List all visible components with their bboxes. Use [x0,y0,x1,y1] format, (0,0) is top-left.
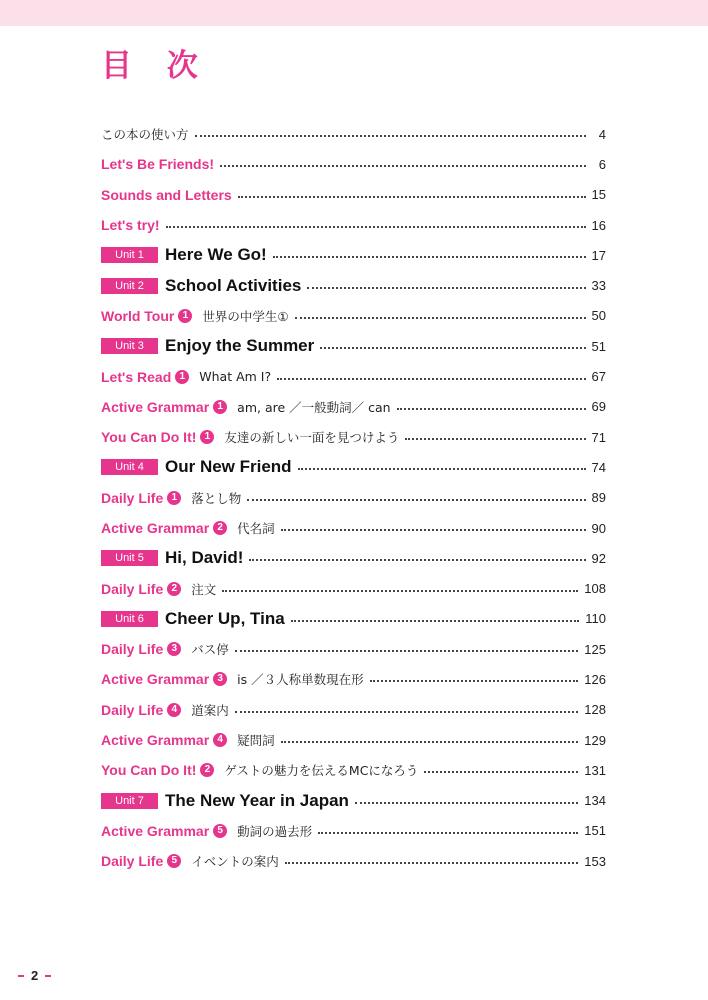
toc-page-number: 6 [598,156,606,172]
toc-page-number: 16 [591,217,606,233]
toc-page-number: 71 [591,429,606,445]
toc-entry-label [101,519,275,537]
toc-entry-label [101,217,160,233]
section-subtitle: 注文 [191,581,217,597]
toc-page-number: 17 [591,247,606,263]
toc-page-number: 89 [591,490,606,506]
toc-entry-label [101,791,349,811]
dot-leader [222,590,578,592]
toc-entry-label [101,245,267,265]
dot-leader [277,378,585,380]
dot-leader [281,741,579,743]
section-number-badge: 2 [213,521,227,535]
unit-badge: Unit 1 [101,247,158,263]
toc-page-number: 110 [585,611,606,627]
section-title: Active Grammar [101,732,210,749]
section-title: You Can Do It! [101,429,197,446]
section-title: この本の使い方 [101,127,189,143]
section-number-badge: 1 [178,309,192,323]
dot-leader [370,680,579,682]
toc-entry-label [101,761,418,779]
unit-title: Hi, David! [165,548,244,568]
toc-page-number: 128 [584,702,606,718]
section-title: Active Grammar [101,822,210,839]
toc-entry-label [101,670,364,688]
unit-title: Here We Go! [165,245,267,265]
toc-entry-label [101,701,229,719]
dot-leader [285,862,579,864]
dot-leader [235,650,579,652]
toc-page-number: 15 [591,187,606,203]
toc-entry-label [101,156,214,172]
toc-entry[interactable] [101,513,606,543]
section-subtitle: 世界の中学生① [202,308,289,324]
toc-page-number: 92 [591,550,606,566]
section-number-badge: 1 [167,491,181,505]
toc-entry[interactable] [101,392,606,422]
unit-badge: Unit 6 [101,611,158,627]
section-title: Sounds and Letters [101,186,232,203]
toc-page-number: 129 [584,732,606,748]
toc-entry[interactable] [101,149,606,179]
toc-page-number: 153 [584,853,606,869]
dot-leader [307,287,585,289]
section-title: You Can Do It! [101,762,197,779]
toc-entry[interactable] [101,119,606,149]
dot-leader [235,711,579,713]
dot-leader [281,529,586,531]
dot-leader [318,832,578,834]
section-subtitle: イベントの案内 [191,854,279,870]
toc-entry-label [101,457,292,477]
toc-entry[interactable] [101,846,606,876]
section-title: Let's Be Friends! [101,156,215,173]
toc-entry-label [101,428,399,446]
toc-entry[interactable] [101,270,606,300]
dot-leader [291,620,580,622]
section-subtitle: 友達の新しい一面を見つけよう [224,430,400,446]
toc-entry-label [101,369,271,385]
toc-entry-label [101,580,216,598]
toc-entry[interactable] [101,301,606,331]
dot-leader [220,165,586,167]
toc-page-number: 125 [584,641,606,657]
section-number-badge: 4 [167,703,181,717]
dot-leader [424,771,578,773]
section-number-badge: 1 [200,430,214,444]
toc-entry[interactable] [101,210,606,240]
footer-dash-left [18,975,24,977]
dot-leader [298,468,586,470]
section-title: Daily Life [101,641,164,658]
toc-entry[interactable] [101,604,606,634]
section-title: Daily Life [101,701,164,718]
toc-entry[interactable] [101,634,606,664]
section-title: Daily Life [101,489,164,506]
section-subtitle: What Am I? [199,369,272,385]
section-title: Active Grammar [101,398,210,415]
toc-entry-label [101,822,312,840]
toc-entry[interactable] [101,816,606,846]
section-number-badge: 2 [200,763,214,777]
toc-entry-label [101,640,229,658]
section-number-badge: 1 [175,370,189,384]
toc-entry[interactable] [101,725,606,755]
section-subtitle: 動詞の過去形 [237,823,313,839]
toc-page-number: 90 [591,520,606,536]
toc-entry[interactable] [101,664,606,694]
dot-leader [195,135,586,137]
section-subtitle: is ／３人称単数現在形 [237,672,364,688]
toc-page-number: 108 [584,581,606,597]
section-title: Daily Life [101,853,164,870]
toc-entry[interactable] [101,483,606,513]
toc-page-number: 134 [584,793,606,809]
toc-page-number: 126 [584,671,606,687]
unit-badge: Unit 3 [101,338,158,354]
toc-entry-label [101,852,279,870]
dot-leader [295,317,586,319]
header-band [0,0,708,26]
dot-leader [273,256,586,258]
section-number-badge: 3 [213,672,227,686]
section-subtitle: 落とし物 [191,490,242,506]
page-footer [18,968,51,983]
dot-leader [249,559,585,561]
toc-entry[interactable] [101,240,606,270]
dot-leader [320,347,585,349]
unit-badge: Unit 5 [101,550,158,566]
toc-page-number: 50 [591,308,606,324]
dot-leader [355,802,578,804]
toc-page-number: 69 [591,399,606,415]
toc-entry-label [101,398,391,416]
toc-entry[interactable] [101,422,606,452]
section-number-badge: 4 [213,733,227,747]
toc-entry-label [101,187,232,203]
table-of-contents [101,119,606,876]
page-number: 2 [31,968,39,983]
unit-title: Enjoy the Summer [165,336,315,356]
section-number-badge: 5 [213,824,227,838]
section-subtitle: 疑問詞 [237,733,275,749]
toc-entry-label [101,336,314,356]
section-title: Let's Read [101,368,172,385]
section-subtitle: ゲストの魅力を伝えるMCになろう [224,763,419,779]
toc-entry-label [101,609,285,629]
section-subtitle: 道案内 [191,702,229,718]
section-number-badge: 3 [167,642,181,656]
toc-page-number: 151 [584,823,606,839]
dot-leader [238,196,586,198]
toc-entry[interactable] [101,331,606,361]
toc-page-number: 67 [591,369,606,385]
toc-entry[interactable] [101,755,606,785]
section-subtitle: am, are ／一般動詞／ can [237,399,391,415]
unit-badge: Unit 7 [101,793,158,809]
section-title: Daily Life [101,580,164,597]
toc-page-number: 4 [598,126,606,142]
toc-entry[interactable] [101,786,606,816]
dot-leader [247,499,585,501]
page-title: 目 次 [101,48,210,84]
toc-entry[interactable] [101,543,606,573]
section-subtitle: バス停 [191,642,229,658]
unit-title: Our New Friend [165,457,292,477]
toc-entry[interactable] [101,452,606,482]
dot-leader [397,408,586,410]
section-title: Active Grammar [101,520,210,536]
toc-entry-label [101,125,189,143]
toc-page-number: 74 [591,459,606,475]
unit-title: School Activities [165,275,302,295]
unit-badge: Unit 4 [101,459,158,475]
section-number-badge: 1 [213,400,227,414]
toc-entry-label [101,548,243,568]
toc-page-number: 51 [591,338,606,354]
unit-badge: Unit 2 [101,278,158,294]
toc-entry-label [101,731,275,749]
toc-entry-label [101,307,289,325]
toc-entry[interactable] [101,695,606,725]
unit-title: Cheer Up, Tina [165,608,285,628]
dot-leader [405,438,585,440]
toc-entry-label [101,276,301,296]
section-number-badge: 2 [167,582,181,596]
section-subtitle: 代名詞 [237,521,275,536]
footer-dash-right [45,975,51,977]
toc-page-number: 33 [591,278,606,294]
toc-entry[interactable] [101,180,606,210]
section-title: World Tour [101,307,175,324]
toc-entry-label [101,489,241,507]
toc-entry[interactable] [101,573,606,603]
dot-leader [166,226,586,228]
unit-title: The New Year in Japan [165,790,349,810]
section-title: Active Grammar [101,671,210,688]
section-title: Let's try! [101,217,160,234]
toc-entry[interactable] [101,361,606,391]
section-number-badge: 5 [167,854,181,868]
toc-page-number: 131 [584,762,606,778]
